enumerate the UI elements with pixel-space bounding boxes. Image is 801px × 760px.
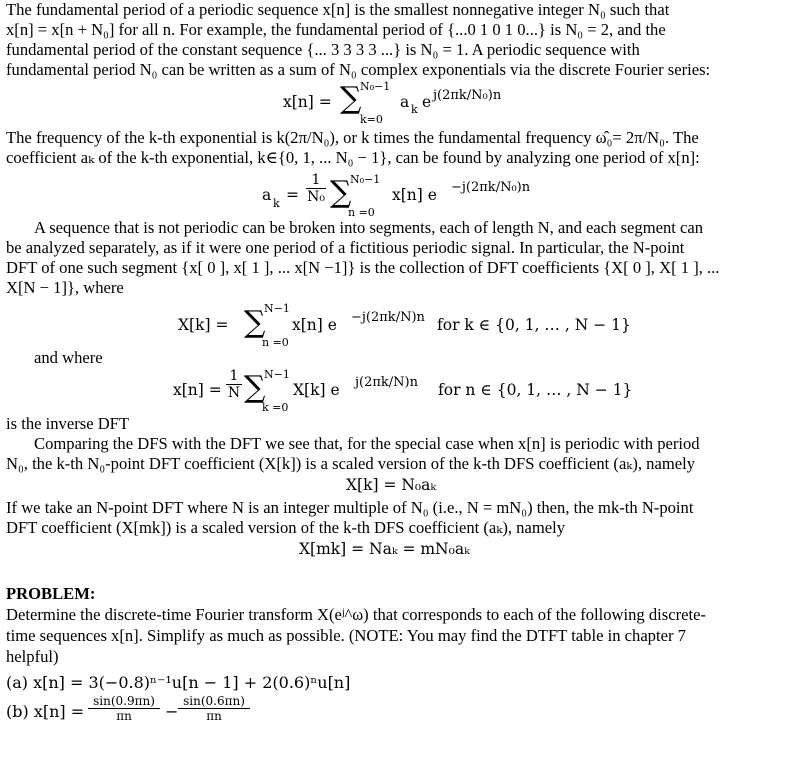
seg-line-2: be analyzed separately, as if it were one period of a fictitious periodic signal. In particular, the N-point [6, 238, 685, 257]
eq4-rhs: X[k] e [293, 381, 340, 399]
eq4-condition: for n ∈ {0, 1, … , N − 1} [438, 381, 633, 399]
problem-heading: PROBLEM: [6, 584, 96, 603]
inverse-dft-text: is the inverse DFT [6, 414, 130, 433]
eq3-lower: n =0 [262, 336, 289, 349]
problem-line-2: time sequences x[n]. Simplify as much as possible. (NOTE: You may find the DTFT table in chapter 7 [6, 626, 686, 645]
eq2-frac-den: N₀ [307, 189, 325, 205]
eq1-lhs: x[n] = [283, 93, 332, 111]
compare-line-1: Comparing the DFS with the DFT we see that, for the special case when x[n] is periodic with period [34, 434, 700, 453]
eq1-coef-sub: k [411, 103, 418, 116]
freq-line-1: The frequency of the k-th exponential is k(2π/N₀), or k times the fundamental frequency ω̂₀= 2π/N₀. The [6, 128, 699, 147]
part-b-fraction-1 [88, 694, 160, 723]
sum-symbol: ∑ [340, 81, 362, 116]
equation-scaled: X[k] = N₀aₖ [346, 476, 437, 494]
eq3-condition: for k ∈ {0, 1, … , N − 1} [437, 316, 631, 334]
part-b-fraction-2 [178, 694, 250, 723]
part-b-num-1: sin(0.9πn) [88, 694, 160, 709]
eq3-exp: −j(2πk/N)n [351, 310, 425, 325]
problem-line-1: Determine the discrete-time Fourier transform X(eʲ^ω) that corresponds to each of the following discrete- [6, 605, 707, 624]
multiple-line-2: DFT coefficient (X[mk]) is a scaled version of the k-th DFS coefficient (aₖ), namely [6, 518, 566, 537]
part-b-minus: − [165, 702, 179, 721]
problem-part-a: (a) x[n] = 3(−0.8)ⁿ⁻¹u[n − 1] + 2(0.6)ⁿu[n] [6, 673, 351, 692]
eq1-exp: j(2πk/N₀)n [433, 88, 502, 103]
eq4-lower: k =0 [262, 401, 289, 414]
intro-line-1: The fundamental period of a periodic sequence x[n] is the smallest nonnegative integer N₀ such that [6, 0, 670, 19]
eq2-rhs: x[n] e [392, 186, 437, 204]
eq4-frac-num: 1 [226, 368, 242, 385]
seg-line-3: DFT of one such segment {x[ 0 ], x[ 1 ], ... x[N −1]} is the collection of DFT coefficients {X[ 0 ], X[ 1 ], ... [6, 258, 720, 277]
eq4-fraction [226, 368, 242, 401]
eq1-upper: N₀−1 [360, 80, 391, 93]
eq2-fraction [306, 172, 326, 205]
eq3-upper: N−1 [264, 302, 290, 315]
eq4-upper: N−1 [264, 368, 290, 381]
eq4-lhs: x[n] = [173, 381, 222, 399]
eq1-lower: k=0 [360, 113, 383, 126]
eq4-frac-den: N [227, 385, 241, 401]
eq3-rhs: x[n] e [292, 316, 337, 334]
eq1-exp-base: e [422, 93, 432, 111]
part-b-num-2: sin(0.6πn) [178, 694, 250, 709]
part-b-lhs: (b) x[n] = [6, 702, 85, 721]
freq-line-2: coefficient aₖ of the k-th exponential, k∈{0, 1, ... N₀ − 1}, can be found by analyzing one period of x[n]: [6, 148, 700, 167]
eq2-lower: n =0 [348, 206, 375, 219]
eq2-lhs-sub: k [273, 197, 280, 210]
eq2-eqsign: = [286, 186, 299, 204]
eq4-exp: j(2πk/N)n [355, 375, 418, 390]
sum-symbol: ∑ [330, 175, 352, 210]
eq3-lhs: X[k] = [178, 316, 229, 334]
equation-mk: X[mk] = Naₖ = mN₀aₖ [299, 540, 470, 558]
part-b-den-1: πn [116, 709, 132, 723]
intro-line-3: fundamental period of the constant sequence {... 3 3 3 3 ...} is N₀ = 1. A periodic sequence with [6, 40, 640, 59]
eq2-exp: −j(2πk/N₀)n [451, 180, 531, 195]
eq2-lhs: a [262, 186, 272, 204]
eq2-upper: N₀−1 [350, 173, 381, 186]
sum-symbol: ∑ [244, 370, 266, 405]
seg-line-4: X[N − 1]}, where [6, 278, 124, 297]
multiple-line-1: If we take an N-point DFT where N is an integer multiple of N₀ (i.e., N = mN₀) then, the mk-th N-point [6, 498, 694, 517]
sum-symbol: ∑ [244, 305, 266, 340]
compare-line-2: N₀, the k-th N₀-point DFT coefficient (X[k]) is a scaled version of the k-th DFS coefficient (aₖ), namely [6, 454, 696, 473]
problem-line-3: helpful) [6, 647, 59, 666]
intro-line-2: x[n] = x[n + N₀] for all n. For example, the fundamental period of {...0 1 0 1 0...} is N₀ = 2, and the [6, 20, 666, 39]
intro-line-4: fundamental period N₀ can be written as a sum of N₀ complex exponentials via the discrete Fourier series: [6, 60, 711, 79]
eq2-frac-num: 1 [306, 172, 326, 189]
part-b-den-2: πn [206, 709, 222, 723]
seg-line-1: A sequence that is not periodic can be broken into segments, each of length N, and each segment can [34, 218, 704, 237]
eq1-coef: a [400, 93, 410, 111]
and-where-text: and where [34, 348, 103, 367]
